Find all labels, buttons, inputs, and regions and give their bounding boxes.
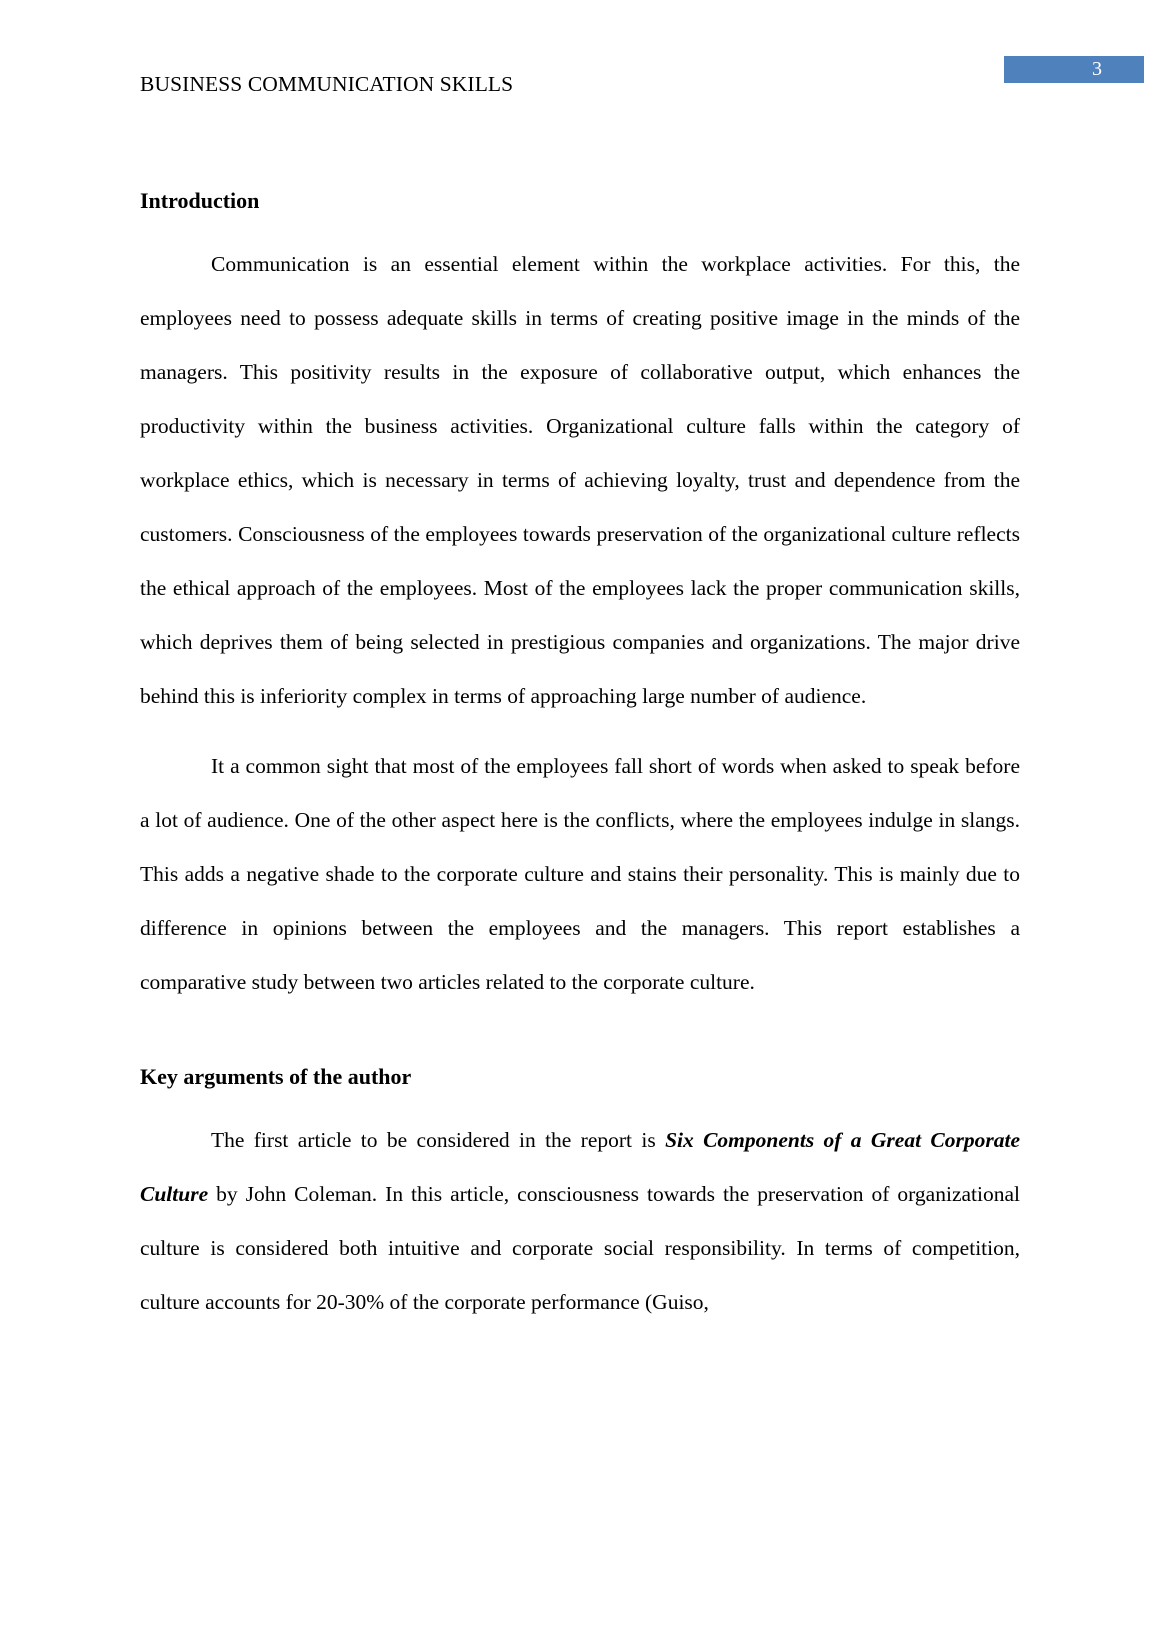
key-arguments-paragraph — [140, 1113, 1020, 1329]
introduction-paragraph-2: It a common sight that most of the employees fall short of words when asked to speak before a lot of audience. One of the other aspect here is the conflicts, where the employees indulge in slangs. This adds a negative shade to the corporate culture and stains their personality. This is mainly due to difference in opinions between the employees and the managers. This report establishes a comparative study between two articles related to the corporate culture. — [140, 754, 1020, 994]
introduction-paragraph-1: Communication is an essential element within the workplace activities. For this, the employees need to possess adequate skills in terms of creating positive image in the minds of the managers. This positivity results in the exposure of collaborative output, which enhances the productivity within the business activities. Organizational culture falls within the category of workplace ethics, which is necessary in terms of achieving loyalty, trust and dependence from the customers. Consciousness of the employees towards preservation of the organizational culture reflects the ethical approach of the employees. Most of the employees lack the proper communication skills, which deprives them of being selected in prestigious companies and organizations. The major drive behind this is inferiority complex in terms of approaching large number of audience. — [140, 252, 1020, 708]
key-arguments-heading: Key arguments of the author — [140, 1064, 412, 1089]
page-number: 3 — [1092, 58, 1102, 80]
key-arguments-lead: The first article to be considered in the report is — [211, 1128, 666, 1152]
introduction-heading: Introduction — [140, 188, 260, 213]
article-title: Six Components of a Great Corporate Culture — [140, 1128, 1021, 1206]
key-arguments-rest: by John Coleman. In this article, consciousness towards the preservation of organizational culture is considered both intuitive and corporate social responsibility. In terms of competition, culture accounts for 20-30% of the corporate performance (Guiso, — [140, 1182, 1020, 1314]
running-header: BUSINESS COMMUNICATION SKILLS — [140, 72, 514, 96]
page-number-box — [1004, 56, 1144, 83]
document-body — [140, 186, 1020, 1329]
